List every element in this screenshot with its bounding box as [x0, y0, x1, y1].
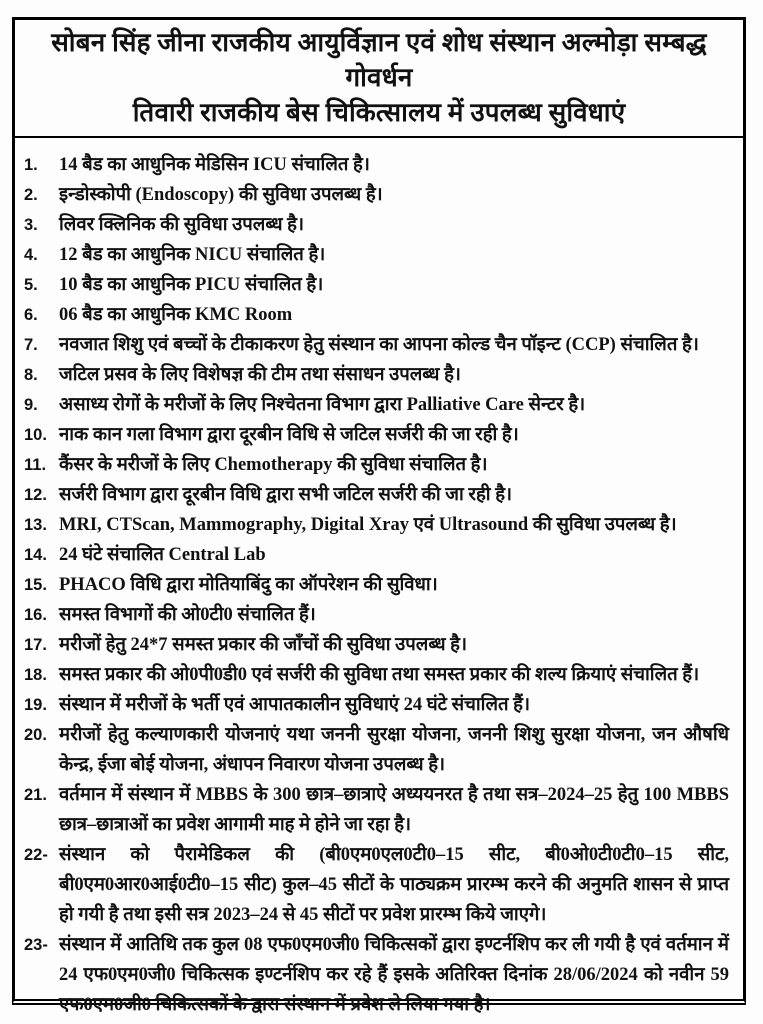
list-item [17, 780, 735, 840]
list-item [17, 390, 735, 420]
list-item [17, 660, 735, 690]
item-number: 16. [24, 606, 47, 624]
item-number: 7. [24, 336, 38, 354]
item-number: 17. [24, 636, 47, 654]
list-item [17, 600, 735, 630]
item-number: 12. [24, 486, 47, 504]
item-text: समस्त प्रकार की ओ0पी0डी0 एवं सर्जरी की सुविधा तथा समस्त प्रकार की शल्य क्रियाएं संचालित हैं। [59, 665, 700, 685]
item-number: 21. [24, 786, 47, 804]
item-text: नवजात शिशु एवं बच्चों के टीकाकरण हेतु संस्थान का आपना कोल्ड चैन पॉइन्ट (CCP) संचालित है। [59, 335, 699, 355]
item-text: वर्तमान में संस्थान में MBBS के 300 छात्र–छात्राऐ अध्ययनरत है तथा सत्र–2024–25 हेतु 100 MBBS छात्र–छात्राओं का प्रवेश आगामी माह मे होने जा रहा है। [59, 785, 729, 835]
list-item [17, 510, 735, 540]
item-number: 4. [24, 246, 38, 264]
list-item [17, 630, 735, 660]
item-number: 13. [24, 516, 47, 534]
item-number: 15. [24, 576, 47, 594]
item-number: 18. [24, 666, 47, 684]
item-text: संस्थान में आतिथि तक कुल 08 एफ0एम0जी0 चिकित्सकों द्वारा इण्टर्नशिप कर ली गयी है एवं वर्तमान में 24 एफ0एम0जी0 चिकित्सक इण्टर्नशिप कर रहे हैं इसके अतिरिक्त दिनांक 28/06/2024 को नवीन 59 एफ0एम0जी0 चिकित्सकों के द्वारा संस्थान में प्रवेश ले लिया गया है। [59, 935, 729, 1015]
list-item [17, 210, 735, 240]
list-item [17, 150, 735, 180]
item-number: 14. [24, 546, 47, 564]
item-text: कैंसर के मरीजों के लिए Chemotherapy की सुविधा संचालित है। [59, 455, 488, 475]
document-frame [12, 17, 746, 1015]
item-number: 22- [24, 846, 48, 864]
list-item [17, 480, 735, 510]
item-text: संस्थान में मरीजों के भर्ती एवं आपातकालीन सुविधाएं 24 घंटे संचालित हैं। [59, 695, 531, 715]
item-text: 24 घंटे संचालित Central Lab [59, 545, 266, 565]
item-text: सर्जरी विभाग द्वारा दूरबीन विधि द्वारा सभी जटिल सर्जरी की जा रही है। [59, 485, 513, 505]
item-text: मरीजों हेतु 24*7 समस्त प्रकार की जाँचों की सुविधा उपलब्ध है। [59, 635, 467, 655]
facilities-list [15, 138, 743, 1020]
item-text: PHACO विधि द्वारा मोतियाबिंदु का ऑपरेशन की सुविधा। [59, 575, 438, 595]
list-item [17, 180, 735, 210]
title-line-1: सोबन सिंह जीना राजकीय आयुर्विज्ञान एवं शोध संस्थान अल्मोड़ा सम्बद्ध गोवर्धन [51, 28, 707, 92]
item-text: 12 बैड का आधुनिक NICU संचालित है। [59, 245, 326, 265]
item-text: MRI, CTScan, Mammography, Digital Xray एवं Ultrasound की सुविधा उपलब्ध है। [59, 515, 677, 535]
list-item [17, 360, 735, 390]
item-number: 1. [24, 156, 38, 174]
list-item [17, 540, 735, 570]
list-item [17, 840, 735, 930]
title-line-2: तिवारी राजकीय बेस चिकित्सालय में उपलब्ध सुविधाएं [132, 98, 626, 127]
item-number: 8. [24, 366, 38, 384]
item-number: 23- [24, 936, 48, 954]
list-item [17, 300, 735, 330]
item-text: संस्थान को पैरामेडिकल की (बी0एम0एल0टी0–15 सीट, बी0ओ0टी0टी0–15 सीट, बी0एम0आर0आई0टी0–15 सीट) कुल–45 सीटों के पाठ्यक्रम प्रारम्भ करने की अनुमति शासन से प्राप्त हो गयी है तथा इसी सत्र 2023–24 से 45 सीटों पर प्रवेश प्रारम्भ किये जाएगे। [59, 845, 729, 925]
item-number: 10. [24, 426, 47, 444]
item-number: 19. [24, 696, 47, 714]
item-text: जटिल प्रसव के लिए विशेषज्ञ की टीम तथा संसाधन उपलब्ध है। [59, 365, 461, 385]
item-number: 20. [24, 726, 47, 744]
list-item [17, 420, 735, 450]
item-number: 11. [24, 456, 47, 474]
list-item [17, 270, 735, 300]
item-text: नाक कान गला विभाग द्वारा दूरबीन विधि से जटिल सर्जरी की जा रही है। [59, 425, 519, 445]
item-text: 06 बैड का आधुनिक KMC Room [59, 305, 293, 325]
page-title [15, 20, 743, 132]
list-item [17, 450, 735, 480]
item-number: 2. [24, 186, 38, 204]
list-item [17, 930, 735, 1020]
item-number: 9. [24, 396, 38, 414]
item-number: 3. [24, 216, 38, 234]
list-item [17, 720, 735, 780]
list-item [17, 330, 735, 360]
list-item [17, 570, 735, 600]
list-item [17, 240, 735, 270]
item-number: 5. [24, 276, 38, 294]
item-text: इन्डोस्कोपी (Endoscopy) की सुविधा उपलब्ध है। [59, 185, 383, 205]
item-number: 6. [24, 306, 38, 324]
item-text: समस्त विभागों की ओ0टी0 संचालित हैं। [59, 605, 316, 625]
item-text: असाध्य रोगों के मरीजों के लिए निश्चेतना विभाग द्वारा Palliative Care सेन्टर है। [59, 395, 586, 415]
list-item [17, 690, 735, 720]
item-text: लिवर क्लिनिक की सुविधा उपलब्ध है। [59, 215, 304, 235]
item-text: 14 बैड का आधुनिक मेडिसिन ICU संचालित है। [59, 155, 370, 175]
item-text: 10 बैड का आधुनिक PICU संचालित है। [59, 275, 324, 295]
item-text: मरीजों हेतु कल्याणकारी योजनाएं यथा जननी सुरक्षा योजना, जननी शिशु सुरक्षा योजना, जन औषधि केन्द्र, ईजा बोई योजना, अंधापन निवारण योजना उपलब्ध है। [59, 725, 729, 775]
